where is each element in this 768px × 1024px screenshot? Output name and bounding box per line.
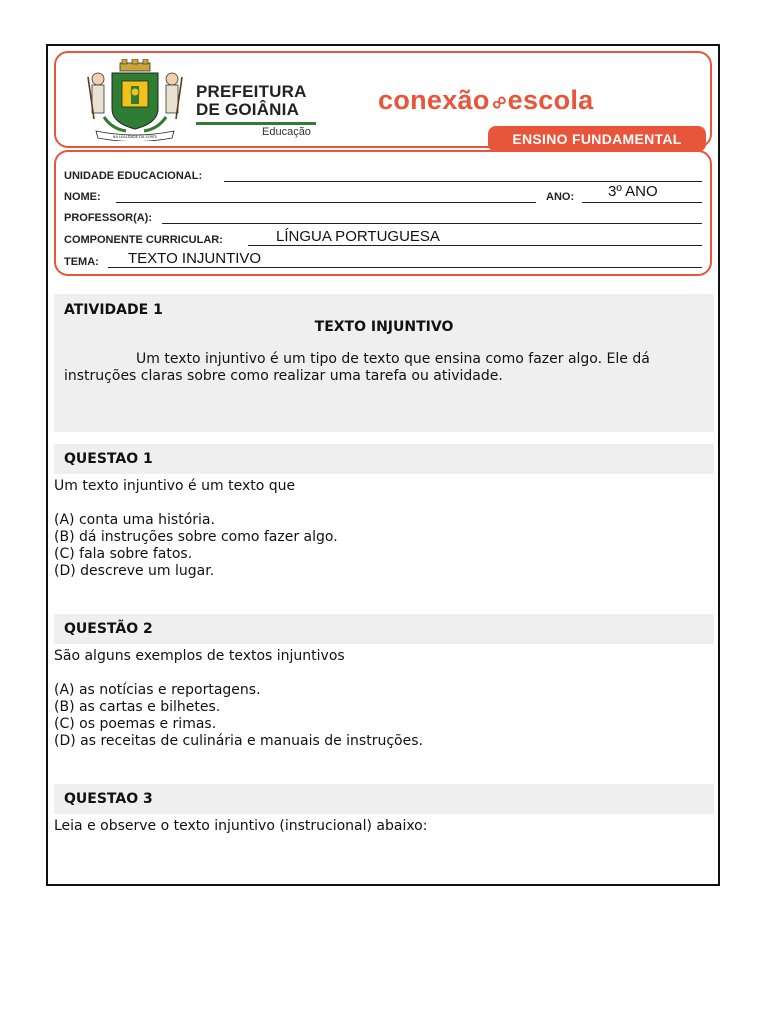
unidade-row (64, 164, 704, 184)
nome-row (64, 185, 704, 205)
chain-link-icon: ∞ (484, 86, 513, 117)
componente-row (64, 228, 704, 248)
ano-field[interactable] (582, 202, 702, 203)
unidade-label: UNIDADE EDUCACIONAL: (64, 170, 203, 182)
question-2-prompt: São alguns exemplos de textos injuntivos (54, 648, 345, 664)
activity-label: ATIVIDADE 1 (64, 302, 163, 318)
question-2-label: QUESTÃO 2 (64, 621, 153, 637)
nome-field[interactable] (116, 202, 536, 203)
componente-label: COMPONENTE CURRICULAR: (64, 234, 223, 246)
level-badge: ENSINO FUNDAMENTAL (488, 126, 706, 152)
tema-row (64, 250, 704, 270)
crest-banner-text: NA LEALDADE DA SORTE (112, 135, 158, 139)
header-card (54, 51, 712, 148)
student-info-card (54, 150, 712, 276)
department-label: Educação (262, 126, 311, 138)
tema-field[interactable] (108, 267, 702, 268)
professor-field[interactable] (162, 223, 702, 224)
question-1-option-c: (C) fala sobre fatos. (54, 546, 193, 562)
question-1-option-a: (A) conta uma história. (54, 512, 215, 528)
municipality-name (196, 83, 307, 119)
question-1-option-b: (B) dá instruções sobre como fazer algo. (54, 529, 338, 545)
componente-value: LÍNGUA PORTUGUESA (276, 228, 440, 245)
tema-value: TEXTO INJUNTIVO (128, 250, 262, 267)
question-2-option-a: (A) as notícias e reportagens. (54, 682, 261, 698)
ano-label: ANO: (546, 191, 575, 203)
activity-block (54, 294, 714, 432)
unidade-field[interactable] (224, 181, 702, 182)
program-logo-part-2: escola (507, 85, 594, 115)
ano-value: 3º ANO (608, 183, 658, 200)
question-2-option-c: (C) os poemas e rimas. (54, 716, 217, 732)
question-2-option-b: (B) as cartas e bilhetes. (54, 699, 221, 715)
activity-title: TEXTO INJUNTIVO (314, 319, 454, 335)
componente-field[interactable] (248, 245, 702, 246)
question-1-options (54, 512, 338, 580)
question-1-label: QUESTAO 1 (64, 451, 153, 467)
question-3-prompt: Leia e observe o texto injuntivo (instrucional) abaixo: (54, 818, 428, 834)
professor-label: PROFESSOR(A): (64, 212, 152, 224)
municipality-line-1: PREFEITURA (196, 82, 307, 101)
activity-paragraph: Um texto injuntivo é um tipo de texto que ensina como fazer algo. Ele dá instruções claras sobre como realizar uma tarefa ou atividade. (64, 351, 650, 384)
question-1-header (54, 444, 714, 474)
program-logo-part-1: conexão (378, 85, 490, 115)
municipality-underline (196, 122, 316, 125)
question-1-prompt: Um texto injuntivo é um texto que (54, 478, 296, 494)
tema-label: TEMA: (64, 256, 99, 268)
worksheet-page (46, 44, 720, 886)
question-2-header (54, 614, 714, 644)
nome-label: NOME: (64, 191, 101, 203)
question-3-label: QUESTAO 3 (64, 791, 153, 807)
question-3-header (54, 784, 714, 814)
question-2-option-d: (D) as receitas de culinária e manuais de instruções. (54, 733, 423, 749)
program-logo (378, 85, 594, 116)
municipality-line-2: DE GOIÂNIA (196, 100, 300, 119)
professor-row (64, 206, 704, 226)
city-crest-icon (82, 59, 188, 141)
question-1-option-d: (D) descreve um lugar. (54, 563, 215, 579)
question-2-options (54, 682, 423, 750)
